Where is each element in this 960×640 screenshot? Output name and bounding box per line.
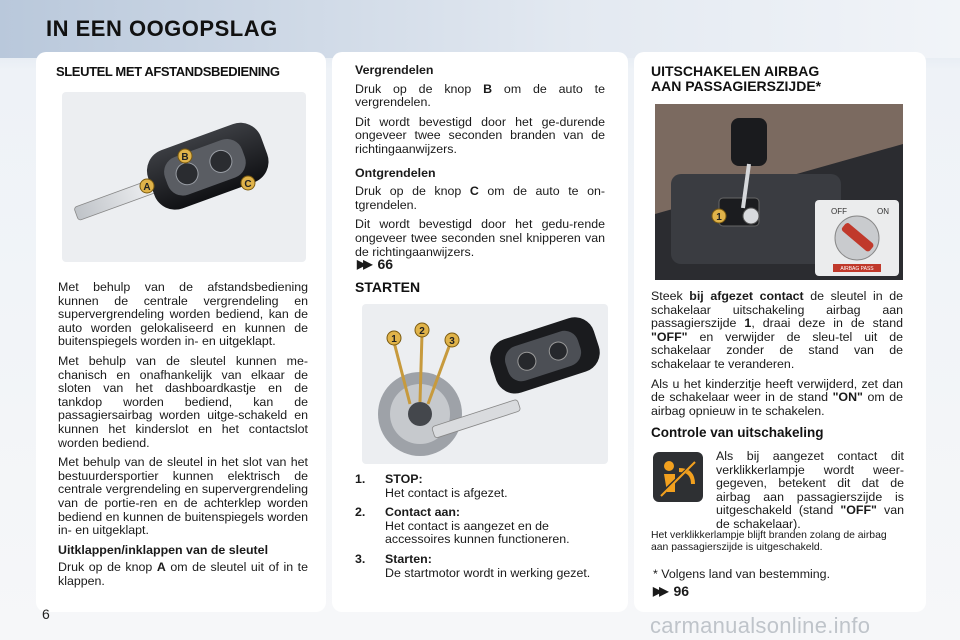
start-step: 3. Starten: De startmotor wordt in werking gezet. [355,551,591,580]
key-label-a: A [143,182,151,193]
start-steps-list [355,473,610,580]
airbag-paragraph-1: Steek bij afgezet contact de sleutel in de schakelaar uitschakeling airbag aan passagierszijde 1, draai deze in de stand "OFF" en verwijder de sleu-tel uit de schakelaar zonder de stand van de schakelaar te veranderen. [651,289,904,371]
key-fold-paragraph: Druk op de knop A om de sleutel uit of in te klappen. [58,560,309,588]
unlock-instruction: Druk op de knop C om de auto te on-tgrendelen. [355,184,606,212]
remote-paragraph-3: Met behulp van de sleutel in het slot van het bestuurdersportier kunnen elektrisch de centrale vergrendeling en supervergrendeling van de portie-ren en de achterklep worden bediend en kunnen de buitenspiegels worden in- en uitgeklapt. [58,455,308,538]
key-fold-heading: Uitklappen/inklappen van de sleutel [58,542,269,557]
reference-link-96[interactable]: ▶▶ 96 [653,583,690,599]
airbag-switch-image [655,104,903,280]
ignition-label-2: 2 [419,326,425,337]
page-title: IN EEN OOGOPSLAG [46,16,278,41]
key-b-ref: B [483,81,493,96]
remote-key-illustration [62,92,306,262]
reference-link-66[interactable]: ▶▶ 66 [357,256,394,272]
control-paragraph: Als bij aangezet contact dit verklikkerlampje wordt weer-gegeven, betekent dit dat de airbag aan passagierszijde is uitgeschakeld (stand "OFF" van de schakelaar). [716,449,904,531]
remote-paragraph-1: Met behulp van de afstandsbediening kunnen de centrale vergrendeling en supervergrendeling worden bediend, kan de auto worden gelokaliseerd en kunnen de buitenspiegels worden in- en uitgeklapt. [58,280,308,349]
page-number: 6 [42,606,50,622]
switch-off-label: OFF [831,207,847,216]
ignition-image [362,304,608,464]
remote-key-image [62,92,306,262]
switch-on-label: ON [877,207,889,216]
lock-confirmation: Dit wordt bevestigd door het ge-durende ongeveer twee seconden branden van de richtingaanwijzers. [355,114,605,156]
airbag-switch-illustration [655,104,903,280]
control-heading: Controle van uitschakeling [651,425,824,440]
unlock-confirmation: Dit wordt bevestigd door het gedu-rende ongeveer twee seconden snel knipperen van de richtingaanwijzers. [355,217,605,259]
watermark: carmanualsonline.info [650,613,871,638]
unlock-heading: Ontgrendelen [355,165,436,180]
start-steps-block [355,473,610,586]
airbag-text-block [651,290,903,424]
remote-paragraph-2: Met behulp van de sleutel kunnen me-chanisch en onafhankelijk van elkaar de sloten van het dashboardkastje en de tankdop worden bediend, kan de passagiersairbag worden uitge-schakeld en kunnen het kinderslot en het contactslot worden bediend. [58,353,308,450]
airbag-paragraph-2: Als u het kinderzitje heeft verwijderd, zet dan de schakelaar weer in de stand "ON" om de airbag opnieuw in te schakelen. [651,376,903,418]
lock-text-block [355,64,605,265]
key-c-ref: C [469,184,479,199]
ignition-label-3: 3 [449,336,455,347]
double-arrow-icon: ▶▶ [653,584,666,598]
airbag-heading: UITSCHAKELEN AIRBAG AAN PASSAGIERSZIJDE* [651,63,822,94]
left-text-block [58,281,308,594]
key-a-ref: A [156,560,166,575]
footnote: * Volgens land van bestemming. [653,567,831,581]
airbag-off-warning-icon [653,452,703,502]
start-step: 2. Contact aan: Het contact is aangezet en de accessoires kunnen functioneren. [355,505,570,547]
double-arrow-icon: ▶▶ [357,257,370,271]
start-step: 1. STOP: Het contact is afgezet. [355,472,508,500]
lamp-note: Het verklikkerlampje blijft branden zolang de airbag aan passagierszijde is uitgeschakeld. [651,530,887,553]
lock-instruction: Druk op de knop B om de auto te vergrendelen. [355,81,605,110]
key-label-b: B [181,152,189,163]
switch-caption: AIRBAG PASS [840,266,874,272]
ignition-label-1: 1 [391,334,397,345]
lock-heading: Vergrendelen [355,63,434,77]
key-label-c: C [244,179,252,190]
remote-key-heading: SLEUTEL MET AFSTANDSBEDIENING [56,64,280,79]
control-text [716,450,904,538]
start-heading: STARTEN [355,279,421,295]
switch-label-1: 1 [716,212,722,223]
ignition-illustration [362,304,608,464]
